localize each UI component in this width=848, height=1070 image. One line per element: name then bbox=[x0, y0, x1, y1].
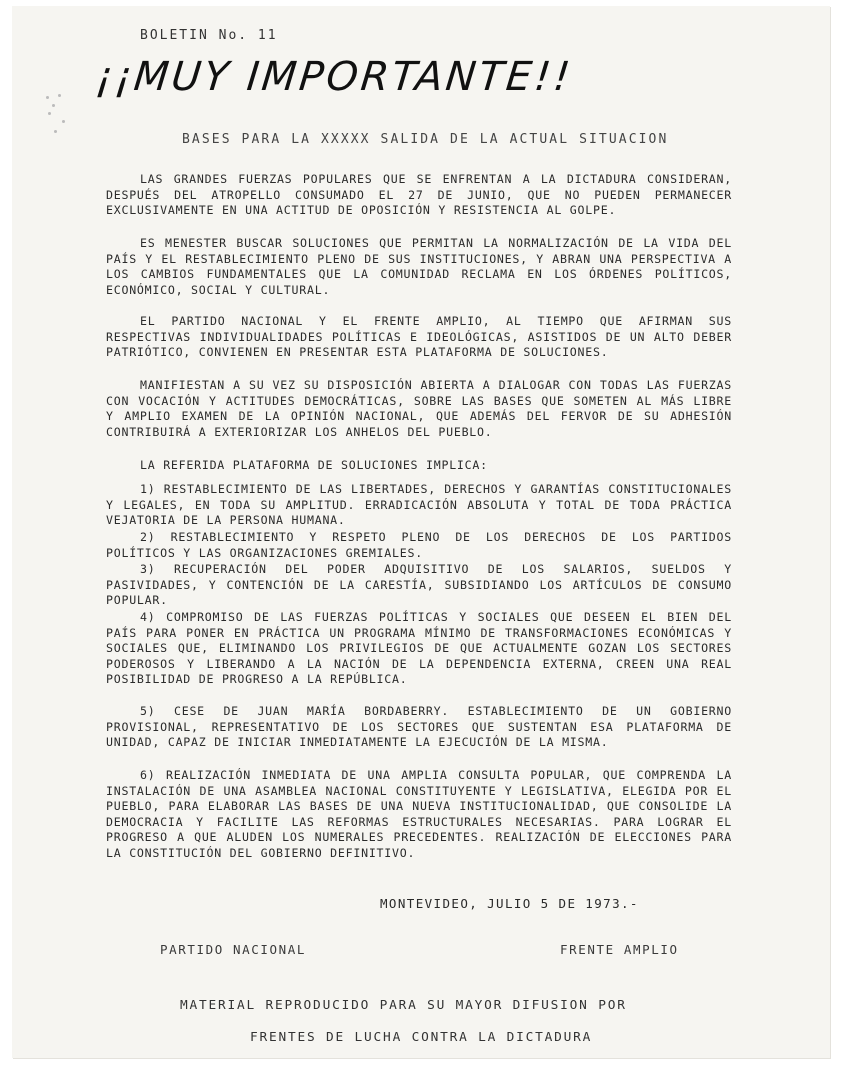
place-date: MONTEVIDEO, JULIO 5 DE 1973.- bbox=[380, 896, 639, 911]
bulletin-number: BOLETIN No. 11 bbox=[140, 28, 278, 43]
paper-blemishes bbox=[42, 90, 102, 160]
document-page bbox=[12, 6, 830, 1058]
paragraph-solutions: ES MENESTER BUSCAR SOLUCIONES QUE PERMITAN LA NORMALIZACIÓN DE LA VIDA DEL PAÍS Y EL RESTABLECIMIENTO PLENO DE SUS INSTITUCIONES, Y ABRAN UNA PERSPECTIVA A LOS CAMBIOS FUNDAMENTALES QUE LA COMUNIDAD RECLAMA EN LOS ÓRDENES POLÍTICOS, ECONÓMICO, SOCIAL Y CULTURAL. bbox=[106, 236, 732, 297]
point-2: 2) RESTABLECIMIENTO Y RESPETO PLENO DE LOS DERECHOS DE LOS PARTIDOS POLÍTICOS Y LAS ORGANIZACIONES GREMIALES. bbox=[106, 530, 732, 560]
point-6: 6) REALIZACIÓN INMEDIATA DE UNA AMPLIA CONSULTA POPULAR, QUE COMPRENDA LA INSTALACIÓN DE UNA ASAMBLEA NACIONAL CONSTITUYENTE Y LEGISLATIVA, ELEGIDA POR EL PUEBLO, PARA ELABORAR LAS BASES DE UNA NUEVA INSTITUCIONALIDAD, QUE CONSOLIDE LA DEMOCRACIA Y FACILITE LAS REFORMAS ESTRUCTURALES NECESARIAS. PARA LOGRAR EL PROGRESO A QUE ALUDEN LOS NUMERALES PRECEDENTES. REALIZACIÓN DE ELECCIONES PARA LA CONSTITUCIÓN DEL GOBIERNO DEFINITIVO. bbox=[106, 768, 732, 860]
footer-line-1: MATERIAL REPRODUCIDO PARA SU MAYOR DIFUSION POR bbox=[180, 998, 627, 1013]
footer-line-2: FRENTES DE LUCHA CONTRA LA DICTADURA bbox=[250, 1030, 593, 1045]
paragraph-dialogue: MANIFIESTAN A SU VEZ SU DISPOSICIÓN ABIERTA A DIALOGAR CON TODAS LAS FUERZAS CON VOCACIÓN Y ACTITUDES DEMOCRÁTICAS, SOBRE LAS BASES QUE SOMETEN AL MÁS LIBRE Y AMPLIO EXAMEN DE LA OPINIÓN NACIONAL, QUE ADEMÁS DEL FERVOR DE SU ADHESIÓN CONTRIBUIRÁ A EXTERIORIZAR LOS ANHELOS DEL PUEBLO. bbox=[106, 378, 732, 439]
point-3: 3) RECUPERACIÓN DEL PODER ADQUISITIVO DE LOS SALARIOS, SUELDOS Y PASIVIDADES, Y CONTENCIÓN DE LA CARESTÍA, SUBSIDIANDO LOS ARTÍCULOS DE CONSUMO POPULAR. bbox=[106, 562, 732, 607]
document-subtitle: BASES PARA LA XXXXX SALIDA DE LA ACTUAL SITUACION bbox=[182, 132, 669, 147]
signature-frente-amplio: FRENTE AMPLIO bbox=[560, 942, 679, 957]
paragraph-platform-intro: LA REFERIDA PLATAFORMA DE SOLUCIONES IMPLICA: bbox=[140, 458, 488, 472]
point-5: 5) CESE DE JUAN MARÍA BORDABERRY. ESTABLECIMIENTO DE UN GOBIERNO PROVISIONAL, REPRESENTATIVO DE LOS SECTORES QUE SUSTENTAN ESA PLATAFORMA DE UNIDAD, CAPAZ DE INICIAR INMEDIATAMENTE LA EJECUCIÓN DE LA MISMA. bbox=[106, 704, 732, 749]
signature-partido-nacional: PARTIDO NACIONAL bbox=[160, 942, 307, 957]
point-4: 4) COMPROMISO DE LAS FUERZAS POLÍTICAS Y SOCIALES QUE DESEEN EL BIEN DEL PAÍS PARA PONER EN PRÁCTICA UN PROGRAMA MÍNIMO DE TRANSFORMACIONES ECONÓMICAS Y SOCIALES QUE, ELIMINANDO LOS PRIVILEGIOS DE QUE ACTUALMENTE GOZAN LOS SECTORES PODEROSOS Y LIBERANDO A LA NACIÓN DE LA DEPENDENCIA EXTERNA, CREEN UNA REAL POSIBILIDAD DE PROGRESO A LA REPÚBLICA. bbox=[106, 610, 732, 686]
point-1: 1) RESTABLECIMIENTO DE LAS LIBERTADES, DERECHOS Y GARANTÍAS CONSTITUCIONALES Y LEGALES, EN TODA SU AMPLITUD. ERRADICACIÓN ABSOLUTA Y TOTAL DE TODA PRÁCTICA VEJATORIA DE LA PERSONA HUMANA. bbox=[106, 482, 732, 527]
paragraph-parties: EL PARTIDO NACIONAL Y EL FRENTE AMPLIO, AL TIEMPO QUE AFIRMAN SUS RESPECTIVAS INDIVIDUALIDADES POLÍTICAS E IDEOLÓGICAS, ASISTIDOS DE UN ALTO DEBER PATRIÓTICO, CONVIENEN EN PRESENTAR ESTA PLATAFORMA DE SOLUCIONES. bbox=[106, 314, 732, 359]
page-title: ¡¡MUY IMPORTANTE!! bbox=[93, 54, 576, 100]
paragraph-intro: LAS GRANDES FUERZAS POPULARES QUE SE ENFRENTAN A LA DICTADURA CONSIDERAN, DESPUÉS DEL ATROPELLO CONSUMADO EL 27 DE JUNIO, QUE NO PUEDEN PERMANECER EXCLUSIVAMENTE EN UNA ACTITUD DE OPOSICIÓN Y RESISTENCIA AL GOLPE. bbox=[106, 172, 732, 217]
